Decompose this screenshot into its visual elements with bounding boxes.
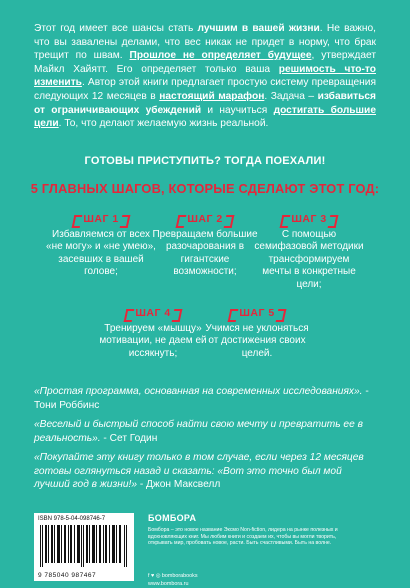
intro-text: , утверждает Майкл Хайятт. Его определяет только ваша [34,50,377,75]
quote-3 [34,451,376,492]
intro-emphasis: достигать большие цели [34,104,376,130]
quote-text: «Веселый и быстрый способ найти свою мечту и превратить ее в реальность». [34,419,363,444]
quote-text: «Покупайте эту книгу только в том случае, если через 12 месяцев готовы оглянуться назад и сказать: «Вот это точно был мой лучший год в жизни!» [34,452,364,491]
intro-paragraph [34,22,376,131]
step-3 [254,213,364,292]
step-badge: ШАГ 3 [281,213,336,226]
step-text: Тренируем «мышцу» мотивации, не даем ей иссякнуть; [99,322,207,359]
intro-emphasis: решимость что-то изменить [34,63,376,89]
quote-text: «Простая программа, основанная на современных исследованиях». [34,386,363,397]
step-text: С помощью семифазовой методики трансформируем мечты в конкретные цели; [254,228,364,290]
website-link[interactable]: www.bombora.ru [148,581,189,587]
ready-heading: ГОТОВЫ ПРИСТУПИТЬ? ТОГДА ПОЕХАЛИ! [84,155,326,167]
steps-title: 5 ГЛАВНЫХ ШАГОВ, КОТОРЫЕ СДЕЛАЮТ ЭТОТ ГОД: [30,181,380,196]
step-badge: ШАГ 4 [125,307,180,320]
step-4 [98,307,208,360]
publisher-description: Бомбора – это новое название Эксмо Non-fiction, лидера на рынке полезных и вдохновляющих книг. Мы любим книги и создаем их, чтобы вы могли творить, открывать мир, пробовать новое, расти. Быть счастливыми. Быть на волне. [148,527,338,547]
step-text: Учимся не уклоняться от достижения своих целей. [205,322,309,359]
step-2 [150,213,260,279]
intro-text: и научиться [201,104,274,116]
quote-2 [34,418,376,445]
step-badge: ШАГ 1 [73,213,128,226]
intro-text: . Задача – [264,90,318,102]
intro-emphasis: избавиться от ограничивающих убеждений [34,90,376,116]
step-text: Превращаем большие разочарования в гигантские возможности; [152,228,258,278]
back-cover-footer [0,505,410,588]
step-badge: ШАГ 5 [229,307,284,320]
barcode-digits: 9 785040 987467 [38,572,97,579]
intro-emphasis: Прошлое не определяет будущее [129,50,312,62]
step-badge: ШАГ 2 [177,213,232,226]
step-1 [46,213,156,279]
quote-author: - Сет Годин [100,432,158,444]
step-text: Избавляемся от всех «не могу» и «не умею», засевших в вашей голове; [46,228,156,278]
quote-author: - Джон Максвелл [136,479,221,491]
intro-text: . Не важно, что вы завалены делами, что вес никак не придет в норму, что брак трещит по швам. [34,23,376,62]
intro-text: Этот год имеет все шансы стать [34,23,198,34]
quote-1 [34,385,376,412]
intro-emphasis: настоящий марафон [159,90,265,102]
quote-author: - Тони Роббинс [34,386,369,411]
intro-text: . То, что делают желаемую жизнь реальной. [58,118,269,130]
intro-emphasis: лучшим в вашей жизни [197,23,320,34]
barcode [34,513,134,581]
isbn-text: ISBN 978-5-04-098746-7 [38,516,106,522]
step-5 [202,307,312,360]
social-links[interactable]: f ♥ ◎ bomborabooks [148,573,198,579]
publisher-logo: БОМБОРА [148,513,197,523]
intro-text: . Автор этой книги предлагает простую систему превращения следующих 12 месяцев в [34,77,376,102]
barcode-bars-icon [40,525,128,567]
